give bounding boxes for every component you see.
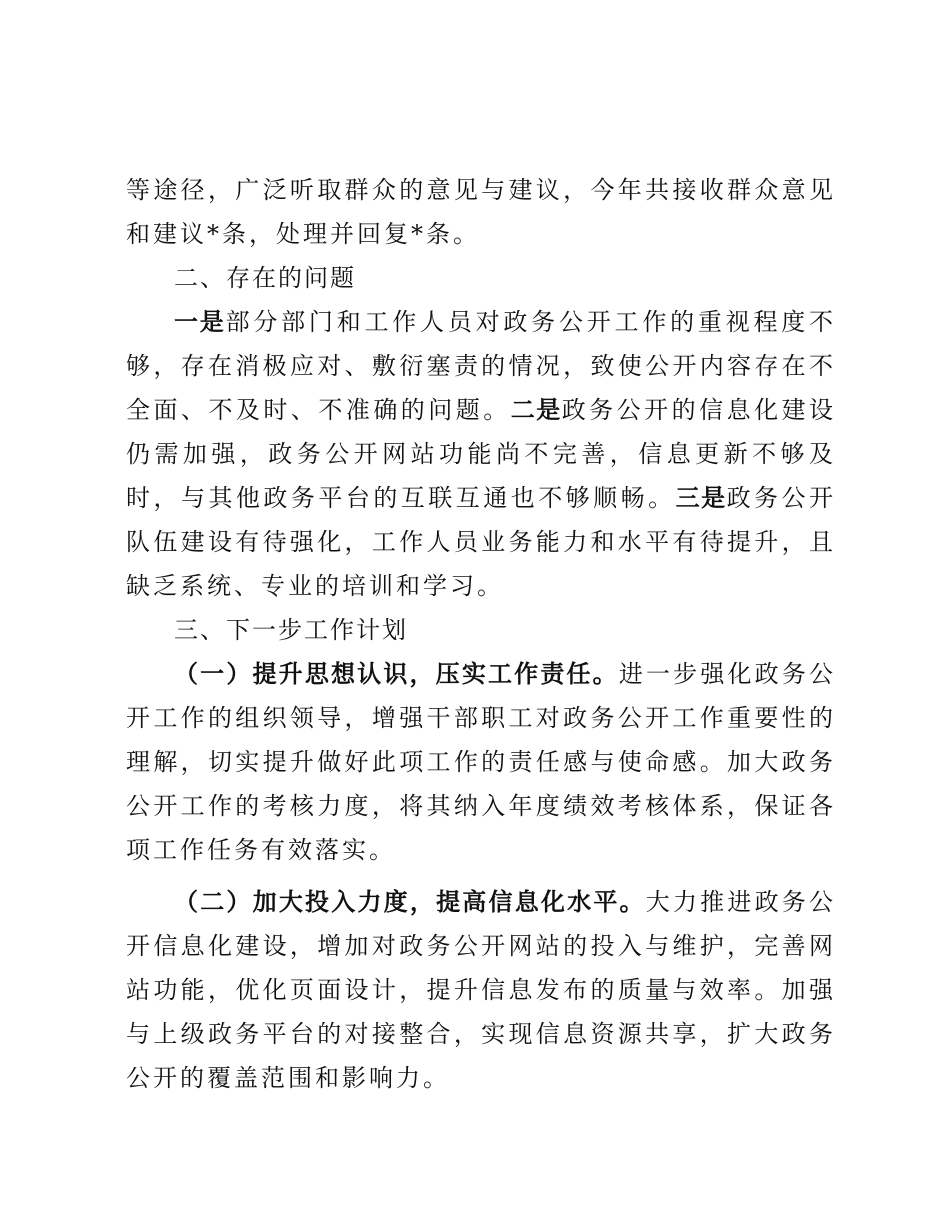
document-body xyxy=(126,168,836,1100)
problem-text-second: 政务公开的信息化建设仍需加强，政务公开网站功能尚不完善，信息更新不够及时，与其他政务平台的互联互通也不够顺畅。 xyxy=(126,396,837,512)
section-heading-problems: 二、存在的问题 xyxy=(174,264,356,292)
plan-item-2-paragraph xyxy=(126,880,836,1100)
plan-item-2-text: 大力推进政务公开信息化建设，增加对政务公开网站的投入与维护，完善网站功能，优化页面设计，提升信息发布的质量与效率。加强与上级政务平台的对接整合，实现信息资源共享，扩大政务公开的覆盖范围和影响力。 xyxy=(126,888,836,1092)
intro-paragraph: 等途径，广泛听取群众的意见与建议，今年共接收群众意见和建议*条，处理并回复*条。 xyxy=(126,176,836,248)
problem-text-third: 政务公开队伍建设有待强化，工作人员业务能力和水平有待提升，且缺乏系统、专业的培训和学习。 xyxy=(126,484,837,600)
lead-second: 二是 xyxy=(510,396,562,424)
plan-item-1-title: （一）提升思想认识，压实工作责任。 xyxy=(174,659,619,688)
plan-item-1-paragraph xyxy=(126,652,836,872)
lead-first: 一是 xyxy=(174,308,226,336)
problems-paragraph xyxy=(126,300,836,608)
problem-text-first: 部分部门和工作人员对政务公开工作的重视程度不够，存在消极应对、敷衍塞责的情况，致使公开内容存在不全面、不及时、不准确的问题。 xyxy=(126,308,837,424)
paragraph-gap xyxy=(126,872,836,880)
plan-item-2-title: （二）加大投入力度，提高信息化水平。 xyxy=(174,887,646,916)
section-heading-next-steps: 三、下一步工作计划 xyxy=(174,616,408,644)
plan-item-1-text: 进一步强化政务公开工作的组织领导，增强干部职工对政务公开工作重要性的理解，切实提升做好此项工作的责任感与使命感。加大政务公开工作的考核力度，将其纳入年度绩效考核体系，保证各项工作任务有效落实。 xyxy=(126,660,837,864)
lead-third: 三是 xyxy=(675,484,727,512)
